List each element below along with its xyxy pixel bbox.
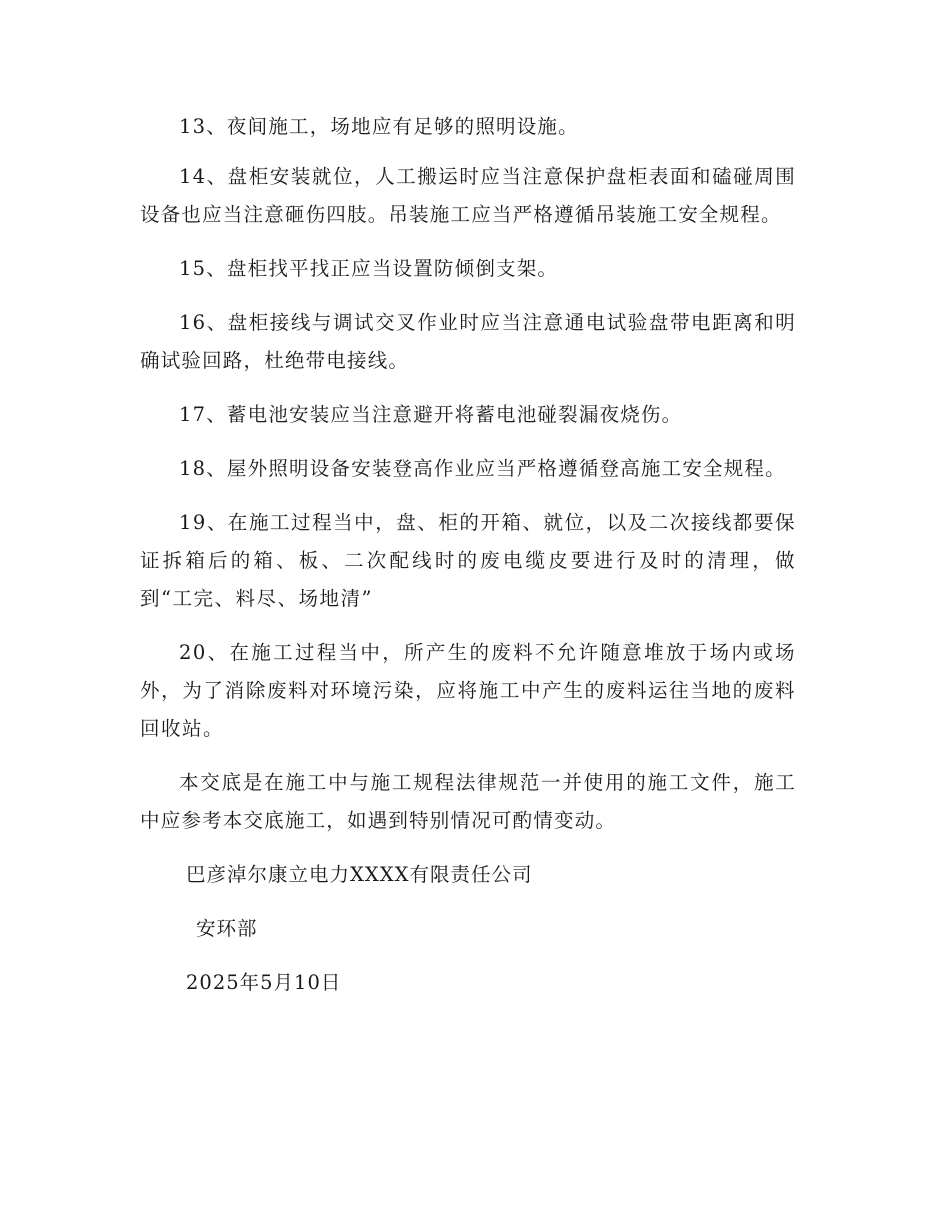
- closing-statement: 本交底是在施工中与施工规程法律规范一并使用的施工文件，施工中应参考本交底施工，如遇到特别情况可酌情变动。: [140, 771, 796, 832]
- company-name: 巴彦淖尔康立电力XXXX有限责任公司: [186, 863, 533, 886]
- clause-20: 20、在施工过程当中，所产生的废料不允许随意堆放于场内或场外，为了消除废料对环境污染，应将施工中产生的废料运往当地的废料回收站。: [140, 641, 796, 740]
- document-page: [140, 108, 796, 1018]
- clause-13: 13、夜间施工，场地应有足够的照明设施。: [179, 115, 579, 138]
- clause-16: 16、盘柜接线与调试交叉作业时应当注意通电试验盘带电距离和明确试验回路，杜绝带电接线。: [140, 311, 796, 372]
- clause-18: 18、屋外照明设备安装登高作业应当严格遵循登高施工安全规程。: [179, 457, 786, 480]
- clause-17: 17、蓄电池安装应当注意避开将蓄电池碰裂漏夜烧伤。: [179, 403, 683, 426]
- signature-block: [140, 856, 796, 1002]
- clause-15: 15、盘柜找平找正应当设置防倾倒支架。: [179, 257, 559, 280]
- clause-14: 14、盘柜安装就位，人工搬运时应当注意保护盘柜表面和磕碰周围设备也应当注意砸伤四肢。吊装施工应当严格遵循吊装施工安全规程。: [140, 165, 796, 226]
- department-name: 安环部: [196, 917, 258, 940]
- document-date: 2025年5月10日: [186, 971, 342, 994]
- clause-19: 19、在施工过程当中，盘、柜的开箱、就位，以及二次接线都要保证拆箱后的箱、板、二次配线时的废电缆皮要进行及时的清理，做到“工完、料尽、场地清”: [140, 511, 796, 610]
